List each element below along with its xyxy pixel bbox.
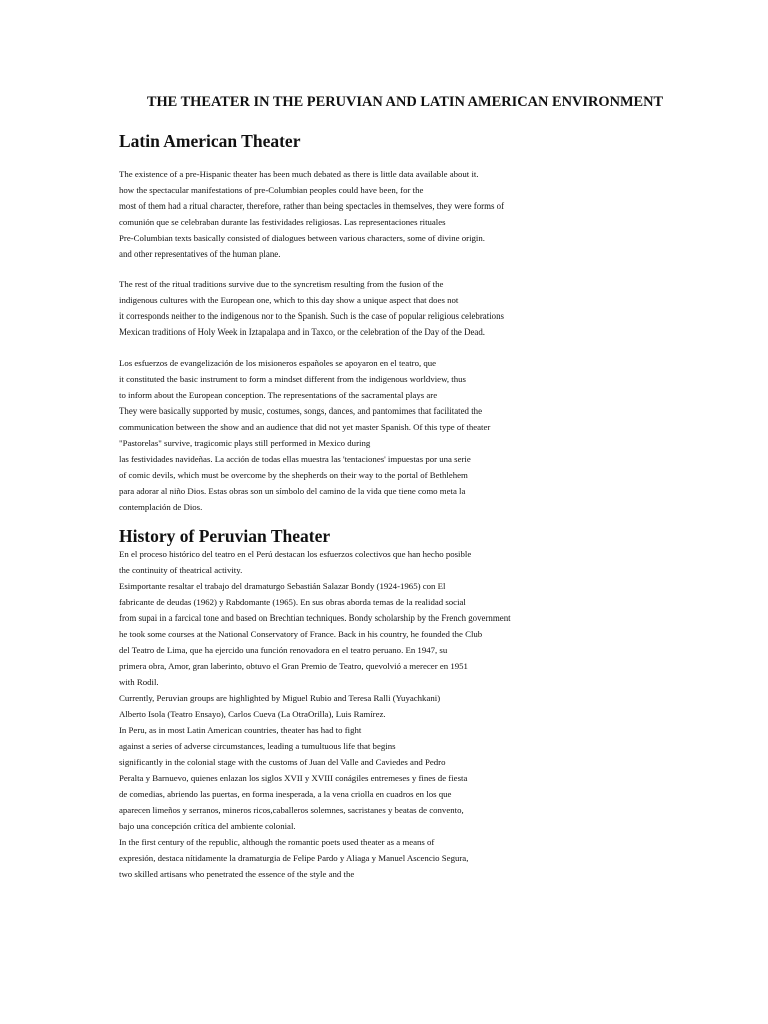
text-line: it constituted the basic instrument to form a mindset different from the indigenous worldview, thus <box>119 374 466 384</box>
text-line: two skilled artisans who penetrated the essence of the style and the <box>119 869 355 879</box>
text-line: para adorar al niño Dios. Estas obras son un símbolo del camino de la vida que tiene como meta la <box>119 486 466 496</box>
paragraph-ritual-traditions <box>119 276 729 340</box>
text-line: del Teatro de Lima, que ha ejercido una función renovadora en el teatro peruano. En 1947, su <box>119 645 448 655</box>
text-line: They were basically supported by music, costumes, songs, dances, and pantomimes that facilitated the <box>119 406 483 416</box>
text-line: Peralta y Barnuevo, quienes enlazan los siglos XVII y XVIII conágiles entremeses y fines de fiesta <box>119 773 468 783</box>
text-line: indigenous cultures with the European one, which to this day show a unique aspect that does not <box>119 295 459 305</box>
text-line: he took some courses at the National Conservatory of France. Back in his country, he founded the Club <box>119 629 483 639</box>
text-line: "Pastorelas" survive, tragicomic plays still performed in Mexico during <box>119 438 371 448</box>
text-line: In Peru, as in most Latin American countries, theater has had to fight <box>119 725 362 735</box>
text-line: las festividades navideñas. La acción de todas ellas muestra las 'tentaciones' impuestas por una serie <box>119 454 471 464</box>
text-line: Pre-Columbian texts basically consisted of dialogues between various characters, some of divine origin. <box>119 233 485 243</box>
text-line: En el proceso histórico del teatro en el Perú destacan los esfuerzos colectivos que han hecho posible <box>119 549 472 559</box>
text-line: primera obra, Amor, gran laberinto, obtuvo el Gran Premio de Teatro, quevolvió a merecer en 1951 <box>119 661 468 671</box>
text-line: Currently, Peruvian groups are highlighted by Miguel Rubio and Teresa Ralli (Yuyachkani) <box>119 693 441 703</box>
paragraph-pre-hispanic-theater <box>119 166 729 262</box>
text-line: with Rodil. <box>119 677 159 687</box>
text-line: expresión, destaca nítidamente la dramaturgia de Felipe Pardo y Aliaga y Manuel Ascencio Segura, <box>119 853 469 863</box>
text-line: most of them had a ritual character, therefore, rather than being spectacles in themselves, they were forms of <box>119 201 505 211</box>
text-line: fabricante de deudas (1962) y Rabdomante (1965). En sus obras aborda temas de la realidad social <box>119 597 466 607</box>
section-heading-latin-american-theater: Latin American Theater <box>119 131 301 151</box>
text-line: The rest of the ritual traditions survive due to the syncretism resulting from the fusion of the <box>119 279 444 289</box>
text-line: communication between the show and an audience that did not yet master Spanish. Of this type of theater <box>119 422 491 432</box>
paragraph-evangelization <box>119 355 729 515</box>
text-line: bajo una concepción crítica del ambiente colonial. <box>119 821 296 831</box>
text-line: the continuity of theatrical activity. <box>119 565 243 575</box>
text-line: and other representatives of the human plane. <box>119 249 281 259</box>
text-line: it corresponds neither to the indigenous nor to the Spanish. Such is the case of popular religious celebrations <box>119 311 504 321</box>
text-line: contemplación de Dios. <box>119 502 203 512</box>
text-line: Alberto Isola (Teatro Ensayo), Carlos Cueva (La OtraOrilla), Luis Ramírez. <box>119 709 386 719</box>
text-line: to inform about the European conception. The representations of the sacramental plays are <box>119 390 438 400</box>
text-line: Mexican traditions of Holy Week in Iztapalapa and in Taxco, or the celebration of the Day of the Dead. <box>119 327 486 337</box>
text-line: The existence of a pre-Hispanic theater has been much debated as there is little data available about it. <box>119 169 479 179</box>
text-line: how the spectacular manifestations of pre-Columbian peoples could have been, for the <box>119 185 424 195</box>
text-line: de comedias, abriendo las puertas, en forma inesperada, a la vena criolla en cuadros en los que <box>119 789 452 799</box>
text-line: comunión que se celebraban durante las festividades religiosas. Las representaciones rituales <box>119 217 446 227</box>
text-line: Esimportante resaltar el trabajo del dramaturgo Sebastián Salazar Bondy (1924-1965) con El <box>119 581 446 591</box>
text-line: against a series of adverse circumstances, leading a tumultuous life that begins <box>119 741 396 751</box>
document-title: THE THEATER IN THE PERUVIAN AND LATIN AMERICAN ENVIRONMENT <box>146 94 664 110</box>
section-heading-history-of-peruvian-theater: History of Peruvian Theater <box>119 526 331 546</box>
text-line: of comic devils, which must be overcome by the shepherds on their way to the portal of Bethlehem <box>119 470 468 480</box>
paragraph-peruvian-theater-history <box>119 546 729 882</box>
text-line: from supai in a farcical tone and based on Brechtian techniques. Bondy scholarship by the French government <box>119 613 511 623</box>
text-line: In the first century of the republic, although the romantic poets used theater as a means of <box>119 837 435 847</box>
text-line: Los esfuerzos de evangelización de los misioneros españoles se apoyaron en el teatro, que <box>119 358 437 368</box>
text-line: aparecen limeños y serranos, mineros ricos,caballeros solemnes, sacristanes y beatas de convento, <box>119 805 464 815</box>
text-line: significantly in the colonial stage with the customs of Juan del Valle and Caviedes and Pedro <box>119 757 446 767</box>
